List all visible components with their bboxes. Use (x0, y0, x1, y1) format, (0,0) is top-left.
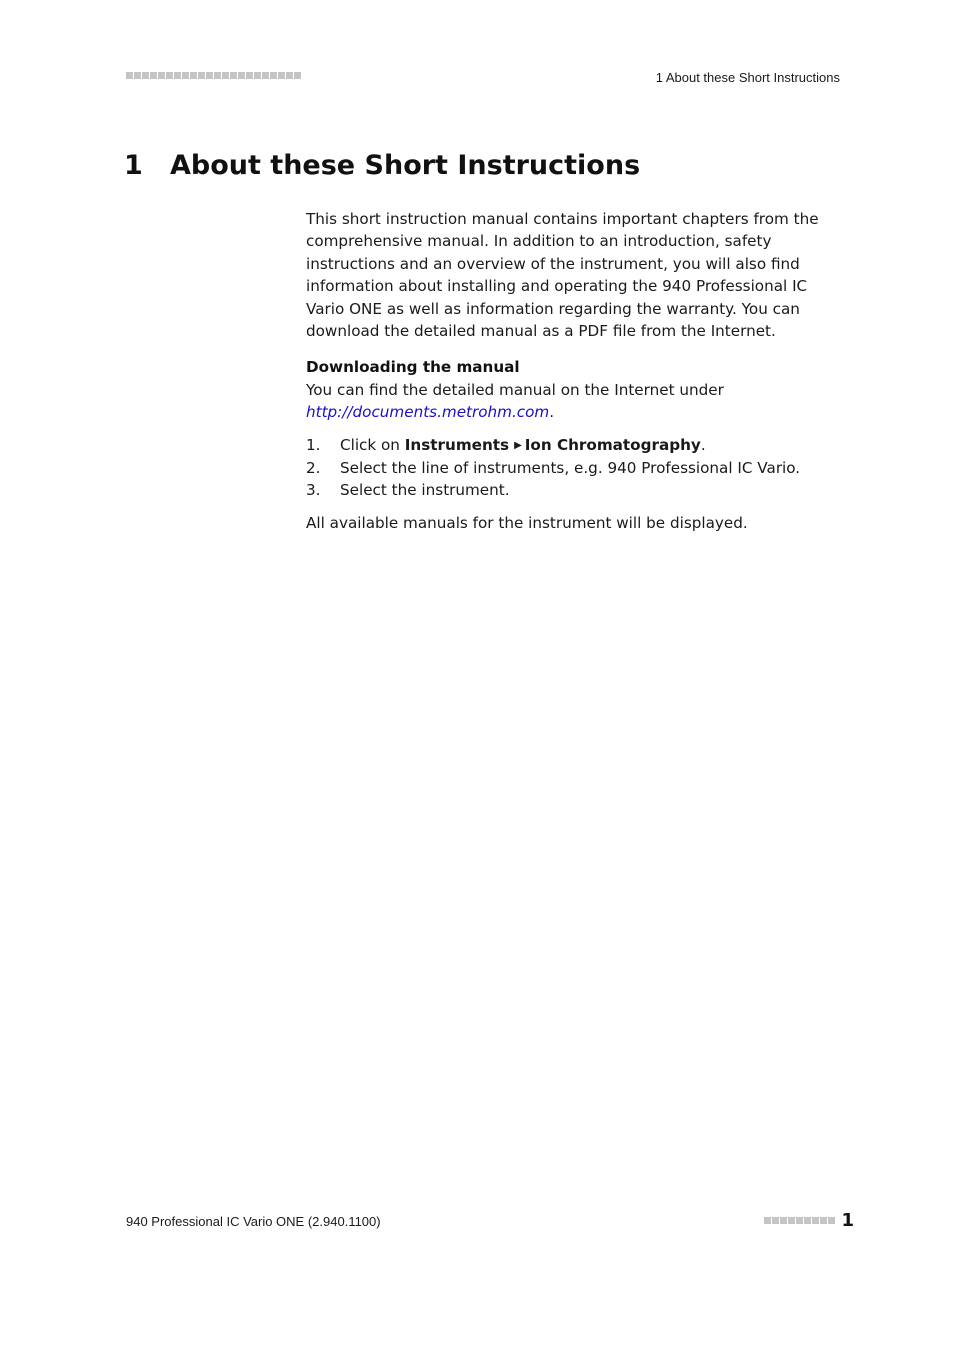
menu-ion-chromatography: Ion Chromatography (524, 435, 701, 454)
step-number: 3. (306, 481, 321, 500)
square-mark (780, 1217, 787, 1224)
square-mark (262, 72, 269, 79)
square-mark (238, 72, 245, 79)
square-mark (812, 1217, 819, 1224)
square-mark (214, 72, 221, 79)
list-item (306, 479, 836, 501)
square-mark (788, 1217, 795, 1224)
square-mark (190, 72, 197, 79)
square-mark (198, 72, 205, 79)
list-item (306, 457, 836, 479)
intro-paragraph: This short instruction manual contains important chapters from the comprehensive manual. In addition to an introduction, safety instructions and an overview of the instrument, you will also find information about installing and operating the 940 Professional IC Vario ONE as well as information regarding the warranty. You can download the detailed manual as a PDF file from the Internet. (306, 210, 819, 341)
square-mark (150, 72, 157, 79)
download-text: You can find the detailed manual on the Internet under (306, 380, 724, 399)
footer-decorative-squares (764, 1217, 835, 1224)
square-mark (166, 72, 173, 79)
footer-page-marker (764, 1210, 854, 1231)
chapter-title: About these Short Instructions (170, 150, 641, 181)
square-mark (254, 72, 261, 79)
square-mark (294, 72, 301, 79)
step-number: 2. (306, 459, 321, 478)
square-mark (796, 1217, 803, 1224)
square-mark (158, 72, 165, 79)
step-number: 1. (306, 435, 321, 454)
square-mark (246, 72, 253, 79)
square-mark (820, 1217, 827, 1224)
square-mark (206, 72, 213, 79)
square-mark (142, 72, 149, 79)
header-decorative-squares (126, 72, 301, 79)
square-mark (764, 1217, 771, 1224)
square-mark (278, 72, 285, 79)
square-mark (174, 72, 181, 79)
download-steps (306, 434, 836, 502)
square-mark (828, 1217, 835, 1224)
footer-product-name: 940 Professional IC Vario ONE (2.940.1100) (126, 1214, 381, 1229)
square-mark (222, 72, 229, 79)
page-number: 1 (841, 1210, 854, 1231)
square-mark (182, 72, 189, 79)
square-mark (134, 72, 141, 79)
step-text (340, 434, 706, 457)
main-content (306, 208, 836, 534)
menu-arrow-icon: ▶ (514, 439, 522, 451)
menu-instruments: Instruments (404, 435, 510, 454)
closing-text: All available manuals for the instrument will be displayed. (306, 513, 748, 532)
running-header-title: 1 About these Short Instructions (655, 70, 840, 85)
square-mark (804, 1217, 811, 1224)
square-mark (286, 72, 293, 79)
list-item (306, 434, 836, 457)
download-text-end: . (549, 403, 555, 422)
step-suffix: . (700, 435, 706, 454)
chapter-number: 1 (124, 150, 143, 181)
square-mark (230, 72, 237, 79)
square-mark (772, 1217, 779, 1224)
step-text: Select the instrument. (340, 481, 510, 500)
step-prefix: Click on (340, 435, 405, 454)
square-mark (270, 72, 277, 79)
download-heading: Downloading the manual (306, 358, 520, 377)
square-mark (126, 72, 133, 79)
chapter-heading (124, 150, 640, 181)
documents-link[interactable]: http://documents.metrohm.com (306, 403, 550, 422)
download-paragraph (306, 379, 836, 424)
step-text: Select the line of instruments, e.g. 940 Professional IC Vario. (340, 459, 801, 478)
